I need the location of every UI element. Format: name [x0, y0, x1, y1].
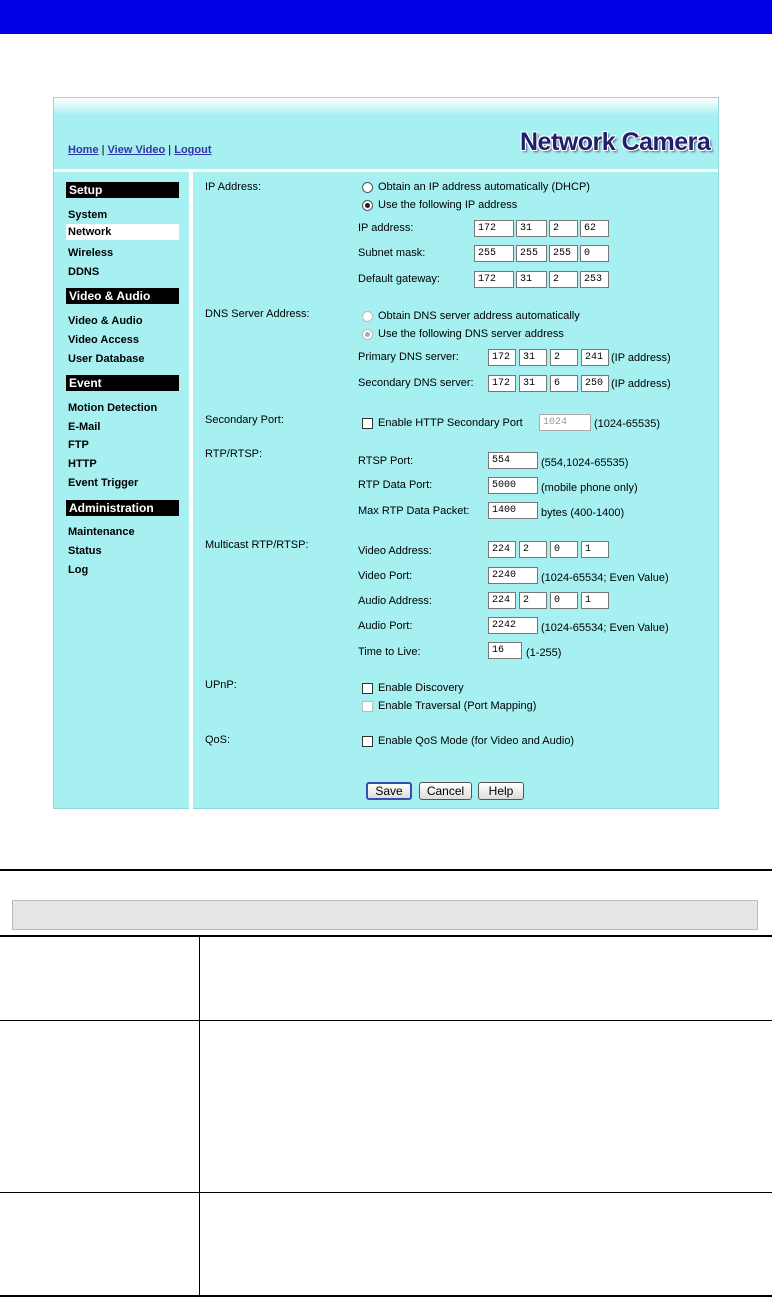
primary-dns-octet-3[interactable]: 2: [550, 349, 578, 366]
qos-enable-label: Enable QoS Mode (for Video and Audio): [378, 735, 575, 747]
nav-logout-link[interactable]: Logout: [174, 144, 212, 156]
multicast-section-label: Multicast RTP/RTSP:: [205, 539, 309, 551]
secondary-dns-octet-3[interactable]: 6: [550, 375, 578, 392]
header-divider: [54, 169, 718, 172]
sidebar-item-wireless[interactable]: Wireless: [68, 247, 114, 259]
top-nav: Home | View Video | Logout: [68, 144, 212, 156]
sidebar-item-status[interactable]: Status: [68, 545, 102, 557]
audio-port-hint: (1024-65534; Even Value): [541, 622, 669, 634]
sidebar-item-network[interactable]: Network: [66, 224, 179, 240]
table-row-divider-2: [0, 1192, 772, 1193]
table-header-row: [12, 900, 758, 930]
secondary-port-hint: (1024-65535): [594, 418, 661, 430]
sidebar-item-event-trigger[interactable]: Event Trigger: [68, 477, 139, 489]
ttl-input[interactable]: 16: [488, 642, 522, 659]
max-rtp-packet-input[interactable]: 1400: [488, 502, 538, 519]
ip-octet-4[interactable]: 62: [580, 220, 609, 237]
gateway-octet-4[interactable]: 253: [580, 271, 609, 288]
sidebar-heading-setup: Setup: [66, 182, 179, 198]
sidebar-heading-video-audio: Video & Audio: [66, 288, 179, 304]
sidebar-item-maintenance[interactable]: Maintenance: [68, 526, 135, 538]
sidebar-heading-administration: Administration: [66, 500, 179, 516]
mask-octet-4[interactable]: 0: [580, 245, 609, 262]
audio-port-label: Audio Port:: [358, 620, 413, 632]
video-address-octet-2[interactable]: 2: [519, 541, 547, 558]
upnp-traversal-checkbox[interactable]: [362, 701, 373, 712]
sidebar-item-video-access[interactable]: Video Access: [68, 334, 139, 346]
audio-address-octet-4[interactable]: 1: [581, 592, 609, 609]
dns-auto-radio[interactable]: [362, 311, 373, 322]
audio-address-octet-2[interactable]: 2: [519, 592, 547, 609]
network-camera-logo: Network Camera: [520, 128, 711, 156]
secondary-dns-octet-2[interactable]: 31: [519, 375, 547, 392]
ttl-label: Time to Live:: [358, 646, 421, 658]
sidebar-item-ftp[interactable]: FTP: [68, 439, 89, 451]
dns-manual-radio[interactable]: [362, 329, 373, 340]
nav-home-link[interactable]: Home: [68, 144, 99, 156]
video-address-octet-4[interactable]: 1: [581, 541, 609, 558]
max-rtp-packet-hint: bytes (400-1400): [541, 507, 625, 519]
dns-auto-label: Obtain DNS server address automatically: [378, 310, 580, 322]
primary-dns-label: Primary DNS server:: [358, 351, 459, 363]
sidebar-item-user-database[interactable]: User Database: [68, 353, 145, 365]
rtsp-port-label: RTSP Port:: [358, 455, 414, 467]
secondary-dns-octet-1[interactable]: 172: [488, 375, 516, 392]
ip-address-label: IP address:: [358, 222, 414, 234]
rtsp-port-hint: (554,1024-65535): [541, 457, 629, 469]
gateway-octet-1[interactable]: 172: [474, 271, 514, 288]
help-button[interactable]: Help: [478, 782, 524, 800]
qos-section-label: QoS:: [205, 734, 231, 746]
primary-dns-octet-4[interactable]: 241: [581, 349, 609, 366]
gateway-octet-3[interactable]: 2: [549, 271, 578, 288]
dns-manual-label: Use the following DNS server address: [378, 328, 564, 340]
primary-dns-hint: (IP address): [611, 352, 671, 364]
rtp-data-port-input[interactable]: 5000: [488, 477, 538, 494]
upnp-discovery-checkbox[interactable]: [362, 683, 373, 694]
mask-octet-2[interactable]: 255: [516, 245, 547, 262]
secondary-dns-label: Secondary DNS server:: [358, 377, 474, 389]
ttl-hint: (1-255): [526, 647, 562, 659]
qos-checkbox[interactable]: [362, 736, 373, 747]
video-address-label: Video Address:: [358, 545, 432, 557]
rtp-data-port-label: RTP Data Port:: [358, 479, 433, 491]
gateway-octet-2[interactable]: 31: [516, 271, 547, 288]
audio-port-input[interactable]: 2242: [488, 617, 538, 634]
cancel-button[interactable]: Cancel: [419, 782, 472, 800]
sidebar-item-log[interactable]: Log: [68, 564, 89, 576]
mask-octet-1[interactable]: 255: [474, 245, 514, 262]
secondary-port-input[interactable]: 1024: [539, 414, 591, 431]
table-row-divider-1: [0, 1020, 772, 1021]
audio-address-octet-1[interactable]: 224: [488, 592, 516, 609]
upnp-traversal-label: Enable Traversal (Port Mapping): [378, 700, 537, 712]
table-top-rule: [0, 869, 772, 871]
secondary-port-section-label: Secondary Port:: [205, 414, 284, 426]
sidebar-heading-event: Event: [66, 375, 179, 391]
dns-section-label: DNS Server Address:: [205, 308, 310, 320]
ip-octet-2[interactable]: 31: [516, 220, 547, 237]
ip-section-label: IP Address:: [205, 181, 262, 193]
subnet-mask-label: Subnet mask:: [358, 247, 426, 259]
document-header-bar: [0, 0, 772, 34]
sidebar-item-motion-detection[interactable]: Motion Detection: [68, 402, 158, 414]
secondary-port-enable-label: Enable HTTP Secondary Port: [378, 417, 523, 429]
audio-address-label: Audio Address:: [358, 595, 432, 607]
static-ip-radio[interactable]: [362, 200, 373, 211]
rtp-data-port-hint: (mobile phone only): [541, 482, 638, 494]
video-address-octet-1[interactable]: 224: [488, 541, 516, 558]
sidebar-divider: [189, 172, 193, 810]
primary-dns-octet-2[interactable]: 31: [519, 349, 547, 366]
table-header-rule: [0, 935, 772, 937]
ip-octet-3[interactable]: 2: [549, 220, 578, 237]
default-gateway-label: Default gateway:: [358, 273, 440, 285]
primary-dns-octet-1[interactable]: 172: [488, 349, 516, 366]
audio-address-octet-3[interactable]: 0: [550, 592, 578, 609]
ip-octet-1[interactable]: 172: [474, 220, 514, 237]
nav-view-video-link[interactable]: View Video: [107, 144, 166, 156]
save-button[interactable]: Save: [366, 782, 412, 800]
sidebar-item-http[interactable]: HTTP: [68, 458, 97, 470]
video-port-hint: (1024-65534; Even Value): [541, 572, 669, 584]
video-port-label: Video Port:: [358, 570, 413, 582]
max-rtp-packet-label: Max RTP Data Packet:: [358, 505, 470, 517]
upnp-section-label: UPnP:: [205, 679, 237, 691]
rtsp-port-input[interactable]: 554: [488, 452, 538, 469]
network-camera-screenshot: [53, 97, 719, 809]
sidebar-item-system[interactable]: System: [68, 209, 108, 221]
rtp-section-label: RTP/RTSP:: [205, 448, 263, 460]
dhcp-label: Obtain an IP address automatically (DHCP): [378, 181, 590, 193]
static-ip-label: Use the following IP address: [378, 199, 518, 211]
upnp-discovery-label: Enable Discovery: [378, 682, 464, 694]
dhcp-radio[interactable]: [362, 182, 373, 193]
sidebar-item-ddns[interactable]: DDNS: [68, 266, 100, 278]
secondary-port-checkbox[interactable]: [362, 418, 373, 429]
video-port-input[interactable]: 2240: [488, 567, 538, 584]
video-address-octet-3[interactable]: 0: [550, 541, 578, 558]
sidebar-item-email[interactable]: E-Mail: [68, 421, 101, 433]
secondary-dns-hint: (IP address): [611, 378, 671, 390]
sidebar-item-video-audio[interactable]: Video & Audio: [68, 315, 143, 327]
mask-octet-3[interactable]: 255: [549, 245, 578, 262]
table-column-divider: [199, 937, 200, 1295]
secondary-dns-octet-4[interactable]: 250: [581, 375, 609, 392]
